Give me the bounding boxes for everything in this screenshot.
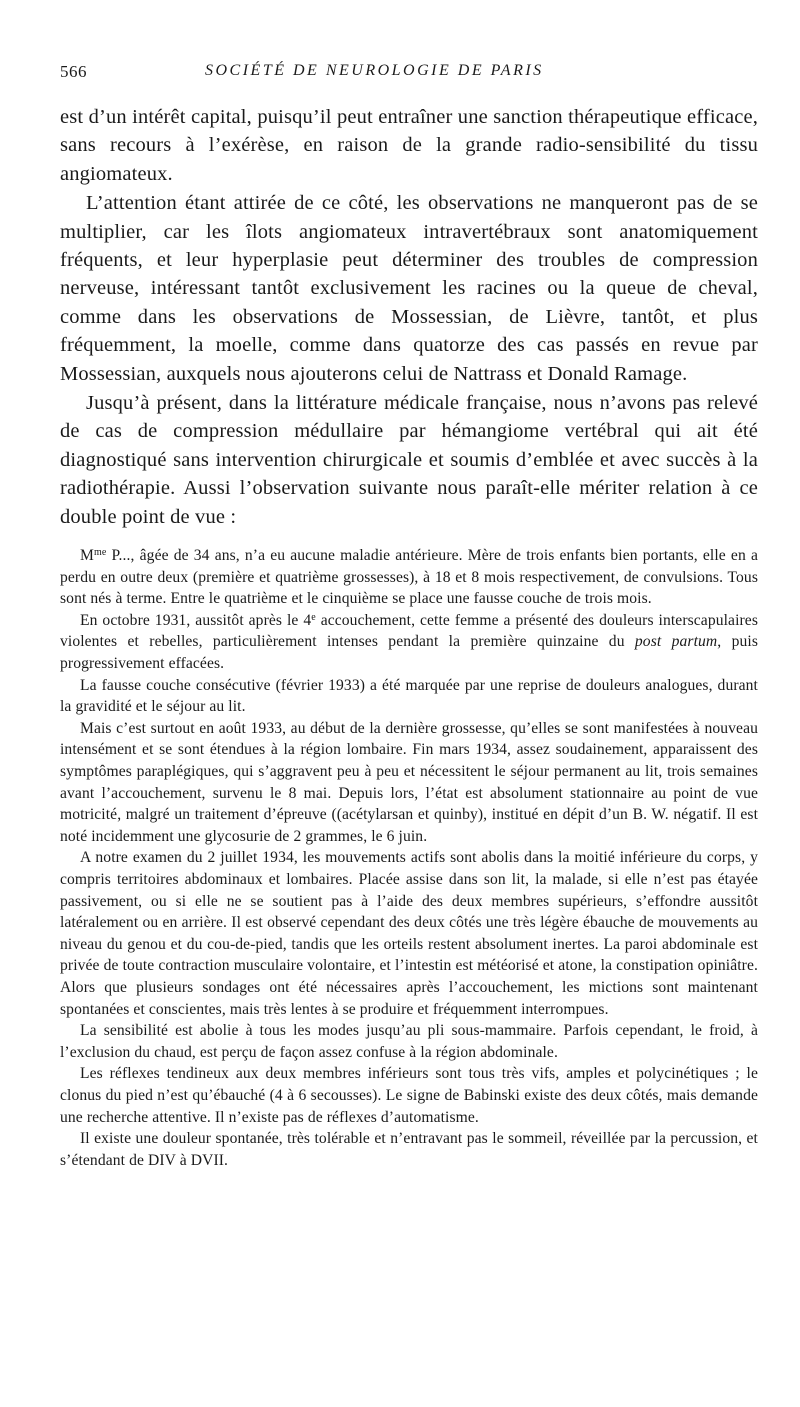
observation-text: accouchement, cette femme a présenté des douleurs interscapulaires violentes et rebelles, particulièrement intenses pendant la première quinzaine du bbox=[60, 611, 758, 651]
observation-paragraph: Les réflexes tendineux aux deux membres inférieurs sont tous très vifs, amples et polycinétiques ; le clonus du pied n’est qu’ébauché (4 à 6 secousses). Le signe de Babinski existe des deux côtés, mais demande une recherche attentive. Il n’existe pas de réflexes d’automatisme. bbox=[60, 1065, 758, 1126]
observation-paragraph: Mais c’est surtout en août 1933, au début de la dernière grossesse, qu’elles se sont manifestées à nouveau intensément et se sont étendues à la région lombaire. Fin mars 1934, assez soudainement, apparaissent des symptômes paraplégiques, qui s’aggravent peu à peu et nécessitent le séjour permanent au lit, trois semaines avant l’accouchement, survenu le 8 mai. Depuis lors, l’état est absolument stationnaire au point de vue motricité, malgré un traitement d’épreuve ((acétylarsan et quinby), institué en dépit d’un B. W. négatif. Il est noté incidemment une glycosurie de 2 grammes, le 6 juin. bbox=[60, 719, 758, 845]
paragraph: Jusqu’à présent, dans la littérature médicale française, nous n’avons pas relevé de cas de compression médullaire par hémangiome vertébral qui ait été diagnostiqué sans intervention chirurgicale et soumis d’emblée et avec succès à la radiothérapie. Aussi l’observation suivante nous paraît-elle mériter relation à ce double point de vue : bbox=[60, 392, 758, 528]
observation-paragraph bbox=[60, 545, 758, 610]
running-head: SOCIÉTÉ DE NEUROLOGIE DE PARIS bbox=[205, 62, 544, 79]
observation-paragraph: A notre examen du 2 juillet 1934, les mouvements actifs sont abolis dans la moitié inférieure du corps, y compris territoires abdominaux et lombaires. Placée assise dans son lit, la malade, si elle n’est pas étayée passivement, ou si elle ne se soutient pas à l’aide des deux membres supérieurs, s’effondre aussitôt latéralement ou en arrière. Il est observé cependant des deux côtés une très légère ébauche de mouvements au niveau du genou et du cou-de-pied, tandis que les orteils restent absolument inertes. La paroi abdominale est privée de toute contraction musculaire volontaire, et l’intestin est météorisé et atone, la constipation opiniâtre. Alors que plusieurs sondages ont été nécessaires après l’accouchement, les mictions sont maintenant spontanées et conscientes, mais très lentes à se produire et fréquemment interrompues. bbox=[60, 849, 758, 1018]
superscript: me bbox=[93, 547, 107, 559]
superscript: e bbox=[311, 611, 316, 623]
paragraph: L’attention étant attirée de ce côté, les observations ne manqueront pas de se multiplier, car les îlots angiomateux intravertébraux sont anatomiquement fréquents, et leur hyperplasie peut déterminer des troubles de compression nerveuse, intéressant tantôt exclusivement les racines ou la queue de cheval, comme dans les observations de Mossessian, de Lièvre, tantôt, et plus fréquemment, la moelle, comme dans quatorze des cas passés en revue par Mossessian, auxquels nous ajouterons celui de Nattrass et Donald Ramage. bbox=[60, 192, 758, 385]
observation-paragraph bbox=[60, 610, 758, 675]
observation-paragraph: Il existe une douleur spontanée, très tolérable et n’entravant pas le sommeil, réveillée par la percussion, et s’étendant de DIV à DVII. bbox=[60, 1130, 758, 1169]
observation-paragraph: La fausse couche consécutive (février 1933) a été marquée par une reprise de douleurs analogues, durant la gravidité et le séjour au lit. bbox=[60, 676, 758, 716]
observation-paragraph: La sensibilité est abolie à tous les modes jusqu’au pli sous-mammaire. Parfois cependant, le froid, à l’exclusion du chaud, est perçu de façon assez confuse à la région abdominale. bbox=[60, 1022, 758, 1061]
paragraph: est d’un intérêt capital, puisqu’il peut entraîner une sanction thérapeutique efficace, sans recours à l’exérèse, en raison de la grande radio-sensibilité du tissu angiomateux. bbox=[60, 106, 758, 185]
italic-term: post partum bbox=[634, 633, 718, 651]
page-body bbox=[60, 103, 758, 1171]
case-observation bbox=[60, 545, 758, 1171]
observation-text: En octobre 1931, aussitôt après le 4 bbox=[80, 611, 312, 629]
patient-title: M bbox=[80, 547, 94, 565]
observation-text: , puis progressivement effacées. bbox=[60, 633, 758, 673]
observation-text: P..., âgée de 34 ans, n’a eu aucune maladie antérieure. Mère de trois enfants bien portants, elle en a perdu en outre deux (première et quatrième grossesses), à 18 et 8 mois respectivement, de convulsions. Tous sont nés à terme. Entre le quatrième et le cinquième se place une fausse couche de trois mois. bbox=[60, 547, 758, 608]
page-number: 566 bbox=[60, 62, 87, 81]
page-header bbox=[60, 62, 760, 86]
